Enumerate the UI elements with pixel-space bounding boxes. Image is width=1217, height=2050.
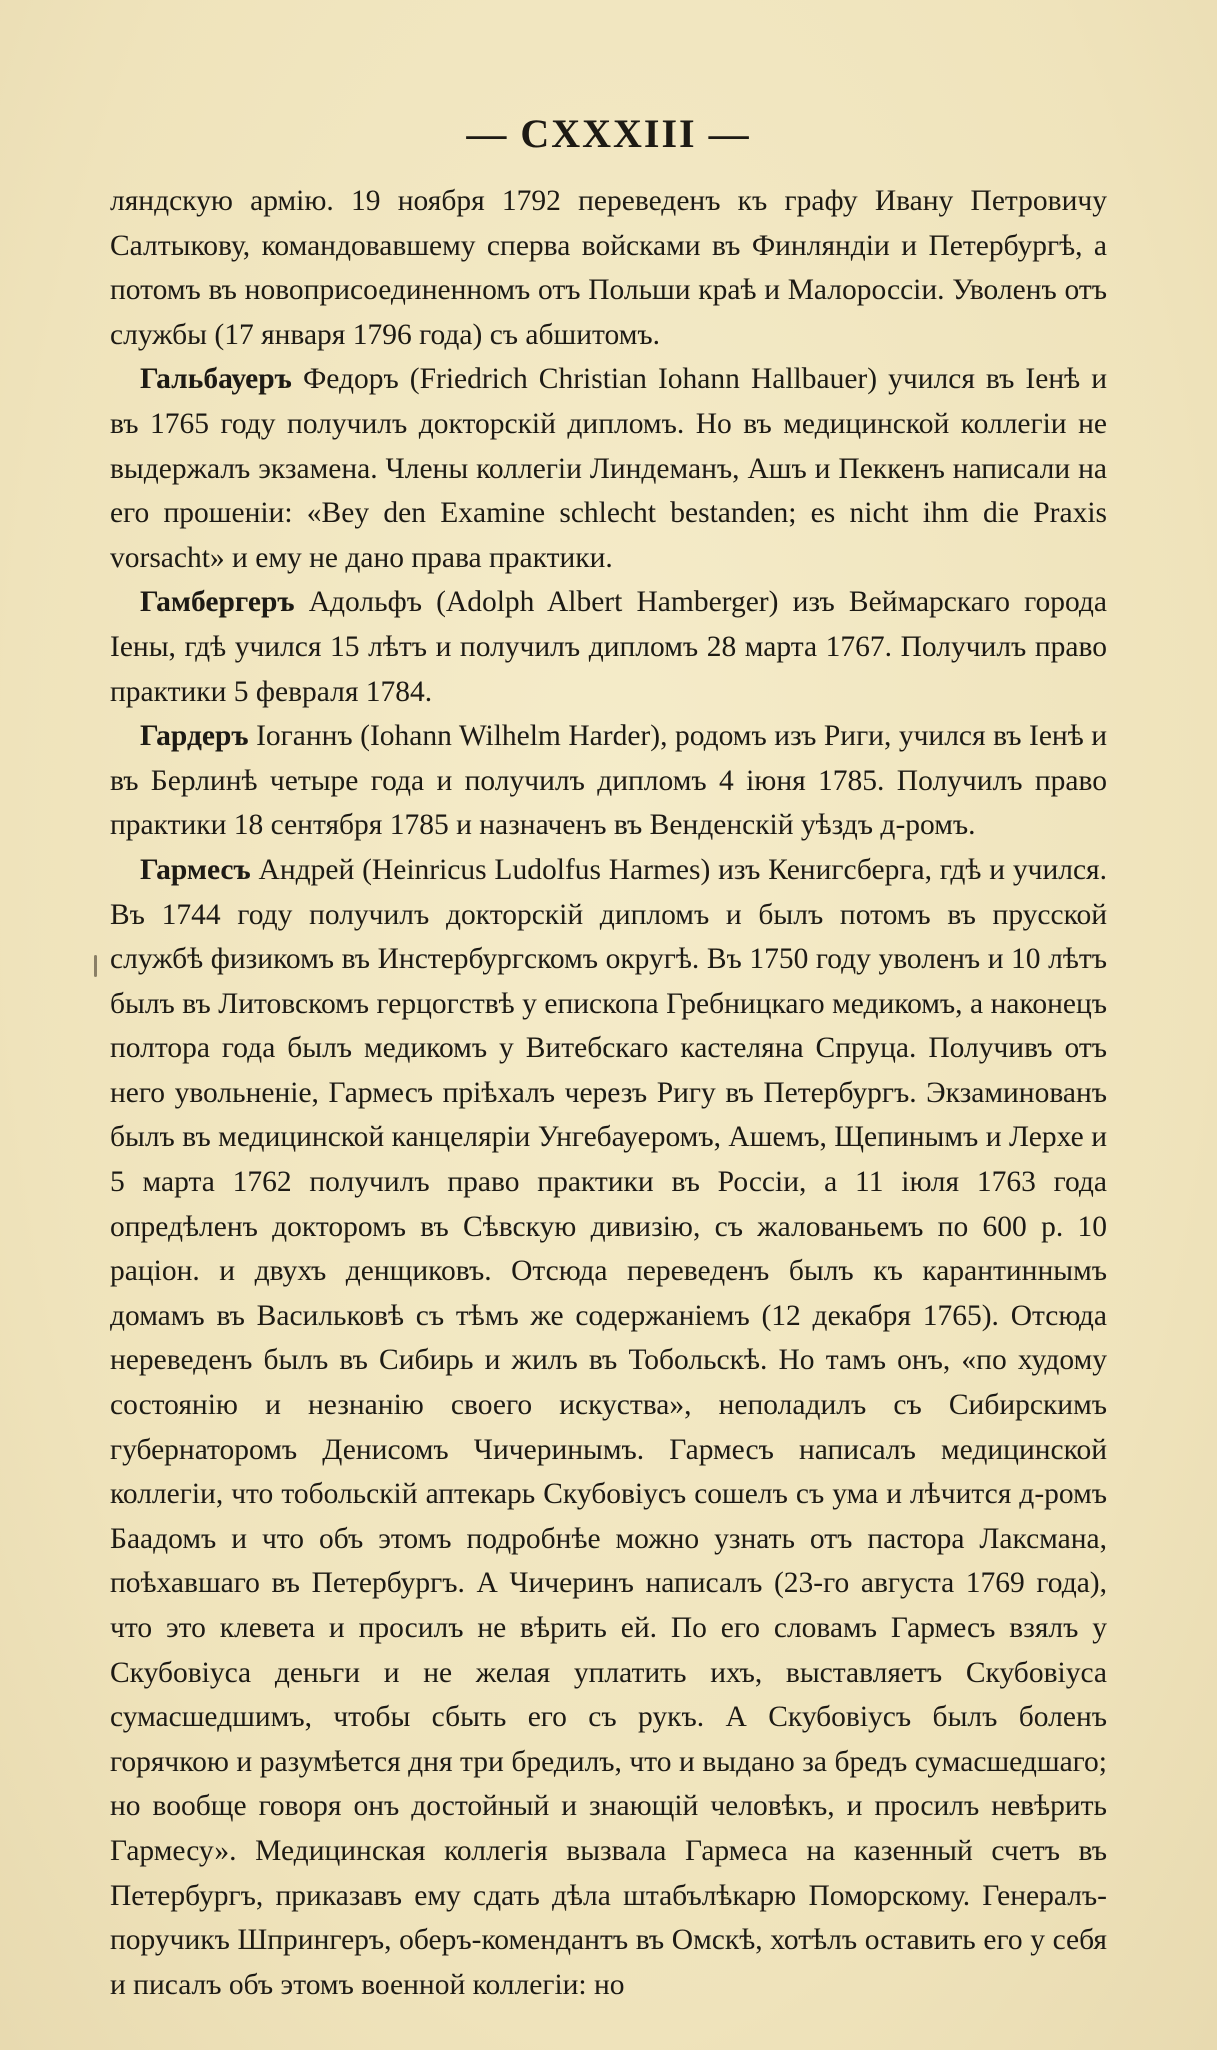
entry-name: Гармесъ [140,853,251,886]
entry-text: Андрей (Heinricus Ludolfus Harmes) изъ Кенигсберга, гдѣ и учился. Въ 1744 году получилъ докторскій дипломъ и былъ потомъ въ прусской службѣ физикомъ въ Инстербургскомъ округѣ. Въ 1750 году уволенъ и 10 лѣтъ былъ въ Литовскомъ герцогствѣ у епископа Гребницкаго медикомъ, а наконецъ полтора года былъ медикомъ у Витебскаго кастеляна Спруца. Получивъ отъ него увольненіе, Гармесъ пріѣхалъ черезъ Ригу въ Петербургъ. Экзаминованъ былъ въ медицинской канцеляріи Унгебауеромъ, Ашемъ, Щепинымъ и Лерхе и 5 марта 1762 получилъ право практики въ Россіи, а 11 іюля 1763 года опредѣленъ докторомъ въ Сѣвскую дивизію, съ жалованьемъ по 600 р. 10 раціон. и двухъ денщиковъ. Отсюда переведенъ былъ къ карантиннымъ домамъ въ Васильковѣ съ тѣмъ же содержаніемъ (12 декабря 1765). Отсюда нереведенъ былъ въ Сибирь и жилъ въ Тобольскѣ. Но тамъ онъ, «по худому состоянію и незнанію своего искуства», неполадилъ съ Сибирскимъ губернаторомъ Денисомъ Чичеринымъ. Гармесъ написалъ медицинской коллегіи, что тобольскій аптекарь Скубовіусъ сошелъ съ ума и лѣчится д-ромъ Баадомъ и что объ этомъ подробнѣе можно узнать отъ пастора Лаксмана, поѣхавшаго въ Петербургъ. А Чичеринъ написалъ (23-го августа 1769 года), что это клевета и просилъ не вѣрить ей. По его словамъ Гармесъ взялъ у Скубовіуса деньги и не желая уплатить ихъ, выставляетъ Скубовіуса сумасшедшимъ, чтобы сбыть его съ рукъ. А Скубовіусъ былъ боленъ горячкою и разумѣется дня три бредилъ, что и выдано за бредъ сумасшедшаго; но вообще говоря онъ достойный и знающій человѣкъ, и просилъ невѣрить Гармесу». Медицинская коллегія вызвала Гармеса на казенный счетъ въ Петербургъ, приказавъ ему сдать дѣла штабълѣкарю Поморскому. Генералъ-поручикъ Шпрингеръ, оберъ-комендантъ въ Омскѣ, хотѣлъ оставить его у себя и писалъ объ этомъ военной коллегіи: но [110,853,1107,2001]
paragraph-continuation [110,179,1107,357]
entry-hamberger [110,580,1107,714]
entry-gallbauer [110,357,1107,580]
entry-text: Іоганнъ (Iohann Wilhelm Harder), родомъ изъ Риги, учился въ Іенѣ и въ Берлинѣ четыре года и получилъ дипломъ 4 іюня 1785. Получилъ право практики 18 сентября 1785 и назначенъ въ Венденскій уѣздъ д-ромъ. [110,720,1107,842]
entry-text: Федоръ (Friedrich Christian Iohann Hallbauer) учился въ Іенѣ и въ 1765 году получилъ докторскій дипломъ. Но въ медицинской коллегіи не выдержалъ экзамена. Члены коллегіи Линдеманъ, Ашъ и Пеккенъ написали на его прошеніи: «Bey den Examine schlecht bestanden; es nicht ihm die Praxis vorsacht» и ему не дано права практики. [110,363,1107,574]
entry-text: Адольфъ (Adolph Albert Hamberger) изъ Веймарскаго города Іены, гдѣ учился 15 лѣтъ и получилъ дипломъ 28 марта 1767. Получилъ право практики 5 февраля 1784. [110,586,1107,708]
entry-name: Гамбергеръ [140,586,295,619]
margin-mark [94,955,97,977]
entry-name: Гардеръ [140,720,249,753]
entry-harder [110,714,1107,848]
paragraph-text: ляндскую армію. 19 ноября 1792 переведенъ къ графу Ивану Петровичу Салтыкову, командовавшему сперва войсками въ Финляндіи и Петербургѣ, а потомъ въ новоприсоединенномъ отъ Польши краѣ и Малороссіи. Уволенъ отъ службы (17 января 1796 года) съ абшитомъ. [110,185,1107,351]
page-header: — CXXXIII — [466,111,751,156]
body-text [110,179,1107,2007]
entry-harmes [110,848,1107,2007]
entry-name: Гальбауеръ [140,363,292,396]
